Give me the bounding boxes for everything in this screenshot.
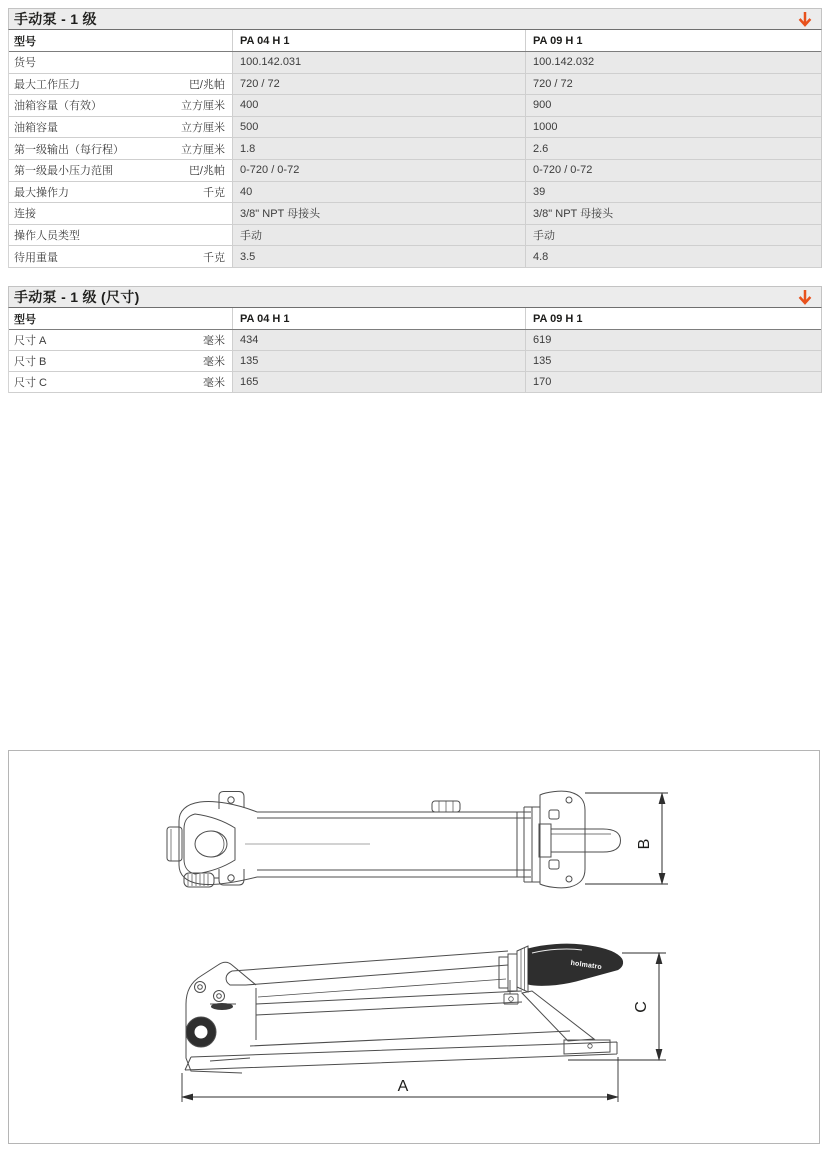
row-unit: 千克 bbox=[203, 251, 225, 264]
table-row bbox=[9, 138, 821, 160]
row-value-pa04: 500 bbox=[233, 117, 526, 138]
spec-table bbox=[8, 30, 822, 268]
dimension-diagram-panel bbox=[8, 750, 820, 1144]
row-value-pa04: 3/8" NPT 母接头 bbox=[233, 203, 526, 224]
table-row bbox=[9, 372, 821, 393]
dimension-b bbox=[585, 792, 668, 885]
row-label: 第一级最小压力范围 bbox=[14, 165, 113, 178]
pump-grip bbox=[528, 944, 623, 985]
row-unit: 巴/兆帕 bbox=[188, 78, 225, 91]
table-row bbox=[9, 330, 821, 351]
row-value-pa09: 手动 bbox=[526, 225, 821, 246]
row-unit: 毫米 bbox=[203, 377, 225, 389]
row-label: 最大操作力 bbox=[14, 186, 69, 199]
row-value-pa09: 4.8 bbox=[526, 246, 821, 267]
row-unit: 毫米 bbox=[203, 335, 225, 347]
model-label: 型号 bbox=[14, 35, 36, 48]
section-title-bar bbox=[8, 8, 822, 30]
table-header-row bbox=[9, 308, 821, 330]
model-pa09: PA 09 H 1 bbox=[533, 312, 583, 325]
dimensions-section bbox=[8, 286, 822, 393]
table-row bbox=[9, 203, 821, 225]
table-row bbox=[9, 182, 821, 204]
section-title: 手动泵 - 1 级 (尺寸) bbox=[14, 289, 140, 305]
row-value-pa04: 100.142.031 bbox=[233, 52, 526, 73]
row-value-pa09: 3/8" NPT 母接头 bbox=[526, 203, 821, 224]
row-value-pa09: 619 bbox=[526, 330, 821, 350]
model-pa04: PA 04 H 1 bbox=[233, 308, 526, 329]
row-unit: 立方厘米 bbox=[181, 143, 225, 156]
row-label: 最大工作压力 bbox=[14, 78, 80, 91]
row-label: 操作人员类型 bbox=[14, 230, 80, 243]
row-label: 油箱容量 bbox=[14, 122, 58, 135]
table-row bbox=[9, 246, 821, 268]
row-unit: 立方厘米 bbox=[181, 122, 225, 135]
top-view-drawing bbox=[165, 783, 695, 913]
dimension-label-b: B bbox=[636, 838, 653, 850]
side-view-drawing bbox=[170, 940, 690, 1108]
row-label: 待用重量 bbox=[14, 251, 58, 264]
row-value-pa09: 0-720 / 0-72 bbox=[526, 160, 821, 181]
down-arrow-icon[interactable] bbox=[798, 289, 812, 305]
dimension-a bbox=[181, 1057, 619, 1102]
row-value-pa04: 1.8 bbox=[233, 138, 526, 159]
row-unit: 毫米 bbox=[203, 356, 225, 368]
row-value-pa04: 720 / 72 bbox=[233, 74, 526, 95]
row-value-pa04: 165 bbox=[233, 372, 526, 392]
row-value-pa09: 720 / 72 bbox=[526, 74, 821, 95]
brand-label: holmatro bbox=[570, 959, 603, 972]
row-label: 尺寸 B bbox=[14, 356, 47, 368]
table-row bbox=[9, 52, 821, 74]
table-row bbox=[9, 351, 821, 372]
row-value-pa04: 400 bbox=[233, 95, 526, 116]
row-label: 油箱容量（有效） bbox=[14, 100, 102, 113]
row-label: 尺寸 A bbox=[14, 335, 47, 347]
dimensions-table bbox=[8, 308, 822, 393]
row-value-pa09: 900 bbox=[526, 95, 821, 116]
table-row bbox=[9, 160, 821, 182]
row-value-pa04: 0-720 / 0-72 bbox=[233, 160, 526, 181]
row-unit: 千克 bbox=[203, 186, 225, 199]
row-value-pa04: 手动 bbox=[233, 225, 526, 246]
dimension-label-a: A bbox=[397, 1078, 409, 1095]
row-value-pa09: 1000 bbox=[526, 117, 821, 138]
table-header-row bbox=[9, 30, 821, 52]
dimension-label-c: C bbox=[633, 1001, 650, 1013]
down-arrow-icon[interactable] bbox=[798, 11, 812, 27]
row-value-pa09: 170 bbox=[526, 372, 821, 392]
model-pa09: PA 09 H 1 bbox=[533, 34, 583, 47]
row-value-pa09: 100.142.032 bbox=[526, 52, 821, 73]
table-row bbox=[9, 74, 821, 96]
row-label: 货号 bbox=[14, 57, 36, 70]
section-title-bar bbox=[8, 286, 822, 308]
table-row bbox=[9, 95, 821, 117]
row-value-pa04: 40 bbox=[233, 182, 526, 203]
row-label: 第一级输出（每行程） bbox=[14, 143, 124, 156]
row-label: 尺寸 C bbox=[14, 377, 47, 389]
row-unit: 巴/兆帕 bbox=[188, 165, 225, 178]
row-unit: 立方厘米 bbox=[181, 100, 225, 113]
row-value-pa09: 135 bbox=[526, 351, 821, 371]
model-pa04: PA 04 H 1 bbox=[233, 30, 526, 51]
row-value-pa09: 2.6 bbox=[526, 138, 821, 159]
row-value-pa04: 135 bbox=[233, 351, 526, 371]
row-value-pa04: 3.5 bbox=[233, 246, 526, 267]
table-row bbox=[9, 225, 821, 247]
spec-section bbox=[8, 8, 822, 268]
table-row bbox=[9, 117, 821, 139]
section-title: 手动泵 - 1 级 bbox=[14, 11, 97, 27]
row-value-pa09: 39 bbox=[526, 182, 821, 203]
model-label: 型号 bbox=[14, 313, 36, 326]
row-label: 连接 bbox=[14, 208, 36, 221]
row-value-pa04: 434 bbox=[233, 330, 526, 350]
